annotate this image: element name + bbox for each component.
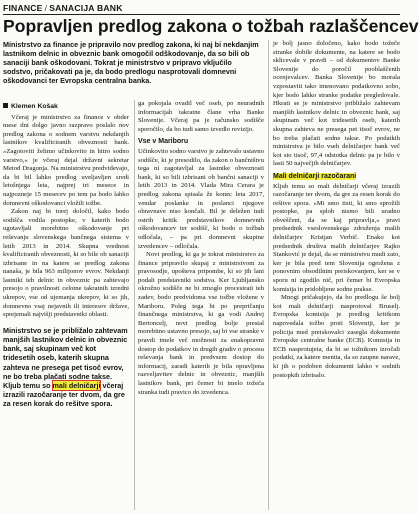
pull-quote-tail-2: včeraj izrazili razočaranje ter dvom, da gre za resen korak do rešitve spora. <box>3 381 125 409</box>
article-lead: Ministrstvo za finance je pripravilo nov predlog zakona, ki naj bi nekdanjim lastnikom delnic in obveznic bank omogočil odškodovanje, da so bili ob sanaciji bank oškodovani. Tokrat je ministrstvo v pripravo vključilo sodstvo, pričakovati pa je, da bodo predlogu nasprotovali domnevni oškodovanci ter Evropska centralna banka. <box>3 40 259 86</box>
subhead-highlight: Mali delničarji razočarani <box>273 172 357 180</box>
pull-quote <box>3 326 129 409</box>
col3-paragraph: Kljub temu so mali delničarji včeraj izrazili razočaranje ter dvom, da gre za resen korak do rešitve spora. »Mi smo tisti, ki smo sprožili postopke, pa sploh nismo bili uradno obveščeni, da se kaj pripravlja,« pravi predsednik vseslovenskega združenja malih delničarjev Kristjan Verbič. Enako kot predsednik društva malih delničarjev Rajko Stanković je dejal, da se ministrstvu mudi zato, ker je bila pred tem Slovenija ogrožena z ponovnim obsodilnim preiskovanjem, ker se v sporu ni zgodilo nič, pri čemer bi Evropska komisija in pridobljene sodne prakse. <box>273 182 400 293</box>
column-3 <box>273 40 400 512</box>
subhead-mali-delnicarji <box>273 173 400 182</box>
column-1-body <box>3 100 129 512</box>
col3-paragraph: je bolj jasno določeno, kako bodo tožeče stranke dobile dokumente, na katere se bodo sklicevale v pravdi – od dokumentov Banke Slovenije do poročil pooblaščenih ocenjevalcev. Banka Slovenije bo morala vzpostaviti tako imenovano podatkovno sobo, kjer bodo lahko stranke podatke pregledovale. Hkrati se je ministrstvo približalo zahtevam manjših lastnikov delnic in obveznic bank, saj skupinam več kot tridesetih oseb, katerih skupna zahteva ne presega pet tisoč evrov, ne bo treba plačati sodne takse. Po podatkih ministrstva je bilo vseh delničarjev bank več kot sto tisoč, 97,4 odstotka delnic pa je bilo v lasti 50 največjih delničarjev. <box>273 40 400 168</box>
col2-paragraph: Novi predlog, ki ga je tokrat ministrstvo za finance pripravilo skupaj z ministrstvom za pravosodje, upošteva pripombe, ki so jih lani podali predstavniki sodstva. Ker Ljubljansko okrožno sodišče ne bi zmoglo procesirati teh zadev, bodo predvidoma vse tožbe vložene v Mariboru. Poleg tega bi po prepričanju finančnega ministrstva, ki ga vodi Andrej Bertoncelj, novi predlog bolje prestal morebitno ustavno presojo, saj bi vse stranke v pravdi imele več možnosti za enakopravni dostop do podatkov in drugih gradiv o procesu reševanja bank in predvsem dostop do informacij, zaradi katerih je bila opravljena razveljavitev delnic in obveznic, manjših lastnikov bank, pri čemer bi imelo tožeča stranka tudi pravico do izvedenca. <box>138 251 264 396</box>
article-headline: Popravljen predlog zakona o tožbah razlaščencev <box>3 16 419 36</box>
section-label-finance: FINANCE <box>3 3 43 13</box>
col3-paragraph: Mnogi pričakujejo, da bo predlogu še bolj kot mali delničarji nasprotoval Bruselj. Evropska komisija je predlog kritikom napovedala tožbo proti Sloveniji, ker je policija med preiskovalci zasegla dokumente Evropske centralne banke (ECB). Komisija in ECB nasprotujeta, da bi se tožnikom izročali podatki, za katere menita, da so zaupne narave, ki jih o podoben dokumenti lahko v sodnih postopkih izbrisalo. <box>273 294 400 379</box>
highlighted-phrase: mali delničarji <box>52 381 101 391</box>
byline <box>3 103 129 112</box>
column-divider <box>134 100 135 510</box>
byline-author: Klemen Košak <box>11 103 58 110</box>
top-rule <box>3 14 400 15</box>
column-2 <box>138 100 264 512</box>
column-divider <box>268 40 269 510</box>
col2-paragraph: ga pokojala ovadil več oseb, po neuradnih informacijah takratne člane vrha Banke Slovenije. Včeraj pa je računsko sodišče sporočilo, da bo tudi samo izvedlo revizijo. <box>138 100 264 133</box>
section-separator: / <box>44 3 48 13</box>
col1-paragraph: Včeraj je ministrstvo za finance v obder mese dni dolgo javno razpravo poslalo nov predlog zakona o sodnem varstvu nekdanjih lastnikov kvalificiranih obveznosti bank. »Zagotoviti želimo učinkovito in hitro sodno varstvo,« je včeraj dejal državni sekretar Metod Dragonja. Na ministrstvu predvidevajo, da bi bil lahko predlog uveljavljen sredi letošnjega leta, najprej tri mesece in najpozneje 15 mesecev po tem pa bodo lahko domnevni oškodovanci vložili tožbe. <box>3 113 129 207</box>
pull-quote-tail-1: Kljub temu so <box>3 381 51 391</box>
section-label-bank: SANACIJA BANK <box>49 3 123 13</box>
col2-paragraph: Učinkovito sodno varstvo je zahtevalo ustavno sodišče, ki je presodilo, da zakon o bančništvu tega ni zagotavljal za lastnike obveznosti bank, ki so bili izbrisani ob bančni sanaciji v letih 2013 in 2014. Vlada Mira Cerara je predlog zakona spisala že konec leta 2017, vendar poslanke in poslanci njegove obravnave niso končali. Bil je deležen tudi ostrih kritik predstavnikov domnevnih oškodovancev ter sodišč, ki bodo o tožbah odločala, – pa pri domnevni skupine izvedencev – odločala. <box>138 147 264 250</box>
pull-quote-text: Ministrstvo se je približalo zahtevam manjših lastnikov delnic in obveznic bank, saj skupinam več kot tridesetih oseb, katerih skupna zahteva ne presega pet tisoč evrov, ne bo treba plačati sodne takse. <box>3 325 128 381</box>
section-label <box>3 3 123 13</box>
col1-paragraph: Zakon naj bi torej določil, kako bodo sodišča vodila postopke, v katerih bodo ugotavljali morebitno oškodovanje pri reševanju slovenskega bančnega sistema v letih 2013 in 2014. Skupna vrednost kvalificiranih obveznosti, ki so bile ob sanaciji izbrisane in na katere se predlog zakona nanaša, je bila 963 milijonov evrov. Nekdanji lastniki teh delnic in obveznic pa zahtevajo presojo o pravilnosti celotne takratnih izredni ukrepov, vse od ujemanja ukrepov, ki so jih, domnevno vsaj nejavnih ili interesov države, sprejemali najvišji predstavniki oblasti. <box>3 208 129 319</box>
subhead-maribor: Vse v Mariboru <box>138 138 189 146</box>
byline-square-icon <box>3 103 8 108</box>
